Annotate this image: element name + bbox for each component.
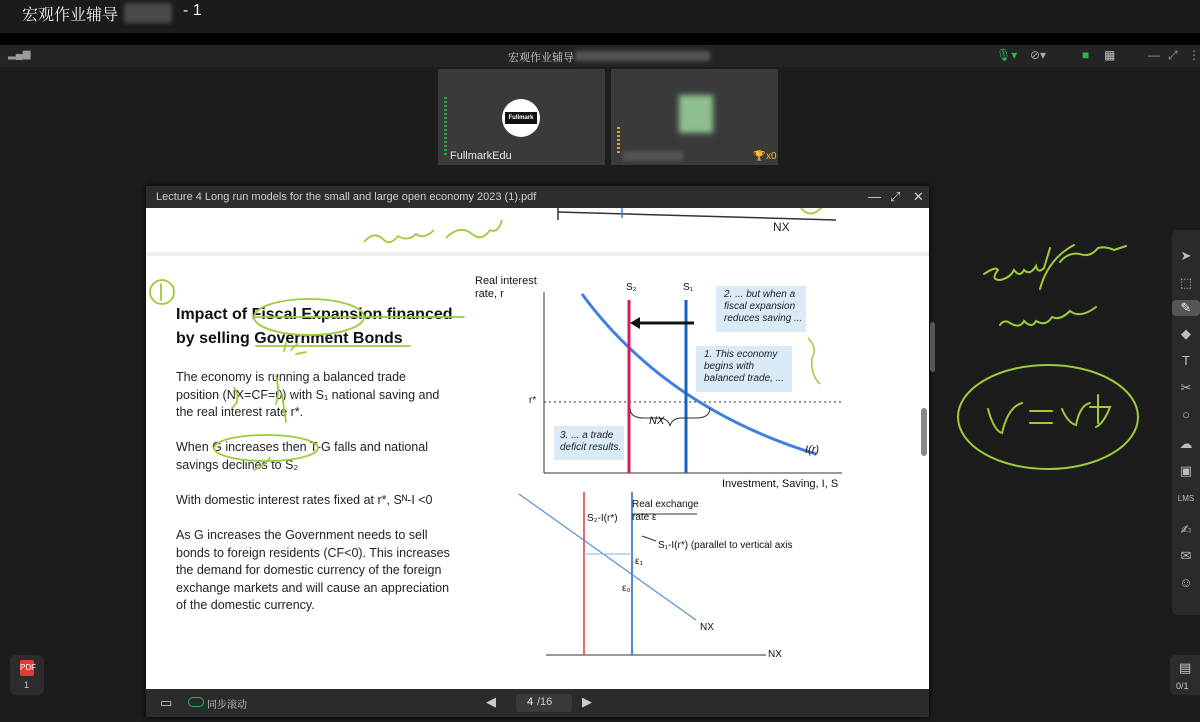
pdf-viewer-window[interactable] [146,186,929,717]
document-icon: ▤ [1179,660,1192,675]
text-line: 1. This economy [704,349,778,360]
prev-page-icon[interactable]: ◀ [486,694,496,709]
trophy-icon: 🏆 [753,151,766,162]
nx-axis-label: NX [768,649,782,660]
shape-icon[interactable]: ○ [1182,407,1190,422]
text-line: begins with [704,361,755,372]
bottom-chart-ylabel-1: Real exchange [632,499,699,510]
signal-icon: ▂▄▆ [8,49,31,60]
camera-off-icon[interactable]: ⊘▾ [1030,48,1047,62]
sync-scroll-label: 同步滚动 [207,700,247,711]
separator-band [0,33,1200,45]
slide-heading-line2: by selling Government Bonds [176,330,403,347]
bottom-chart-ylabel-2: rate ε [632,512,657,523]
text-line: balanced trade, ... [704,373,785,384]
prev-page-nx-label: NX [773,220,790,234]
pdf-icon: PDF [20,660,34,676]
text-line: With domestic interest rates fixed at r*, Sᴺ-I <0 [176,493,433,507]
text-line: of the domestic currency. [176,598,315,612]
members-icon[interactable]: ☺ [1179,575,1193,590]
ink-small [984,248,1050,280]
pdf-count-badge: 1 [24,680,30,690]
text-line: The economy is running a balanced trade [176,370,407,384]
text-line: savings declines to S₂ [176,457,299,472]
text-line: When G increases then T-G falls and national [176,440,428,454]
vertical-scrollbar[interactable] [921,408,927,456]
nx-gap-label: NX [649,415,665,427]
microphone-icon[interactable]: 🎙▾ [996,48,1018,62]
pdf-file-name: Lecture 4 Long run models for the small and large open economy 2023 (1).pdf [156,191,537,203]
participant-name: FullmarkEdu [450,150,512,162]
text-line: the real interest rate r*. [176,405,304,419]
text-line: position (NX=CF=0) with S₁ national saving and [176,387,440,402]
window-title: 宏观作业辅导 [22,5,119,24]
screen-share-icon[interactable]: ■ [1082,48,1090,62]
chat-icon[interactable]: ✉ [1180,548,1192,563]
exchange-rate-chart [146,208,929,689]
pdf-page[interactable] [146,208,929,689]
page-total: /16 [537,696,553,708]
nx-curve-label: NX [700,622,714,633]
pen-icon[interactable]: ✎ [1172,300,1200,316]
pointer-icon[interactable]: ➤ [1180,248,1192,263]
meeting-stage [0,67,1200,722]
top-chart-ylabel-1: Real interest [475,275,537,287]
whiteboard-page-counter[interactable] [1170,655,1200,695]
close-icon[interactable]: ✕ [913,189,924,204]
pdf-file-button[interactable] [10,655,44,695]
redacted-name [124,3,172,23]
text-line: deficit results. [560,442,622,453]
text-line: 2. ... but when a [724,289,796,300]
more-icon[interactable]: ⋮ [1188,48,1200,62]
text-line: 3. ... a trade [560,430,614,441]
rstar-label: r* [529,395,537,406]
text-line: fiscal expansion [724,301,796,312]
trophy-count: x0 [766,151,777,162]
ir-curve-label: I(r) [805,444,820,456]
edit-icon[interactable]: ✍ [1180,522,1192,537]
s1-label: S₁ [683,282,694,293]
annotation-toolbar [1172,230,1200,615]
window-titlebar [0,0,1200,33]
epsilon1-label: ε₁ [635,556,643,567]
fullscreen-icon[interactable]: ⤢ [1168,48,1178,62]
text-icon[interactable]: T [1182,353,1190,368]
stage-scrollbar[interactable] [930,322,935,372]
sync-toggle[interactable] [188,697,204,707]
minimize-icon[interactable]: — [1148,48,1160,62]
text-line: bonds to foreign residents (CF<0). This increases [176,545,450,560]
redacted-meeting-id [575,51,710,61]
minimize-icon[interactable]: — [868,189,881,204]
expand-icon[interactable]: ⤢ [890,189,901,204]
lms-label[interactable]: LMS [1177,494,1195,503]
cloud-icon[interactable]: ☁ [1179,436,1193,451]
sidebar-toggle-icon[interactable]: ▭ [160,695,173,710]
pdf-viewer-header [146,186,929,208]
text-line: As G increases the Government needs to sell [176,528,428,542]
s1-exchange-label: S₁-I(r*) (parallel to vertical axis [658,540,793,551]
toolbox-icon[interactable]: ▣ [1179,463,1193,478]
text-line: exchange markets and will cause an appreciation [176,580,450,595]
select-icon[interactable]: ⬚ [1179,275,1193,290]
eraser-icon[interactable]: ◆ [1181,326,1191,341]
epsilon0-label: ε₀ [622,583,631,594]
s2-exchange-label: S₂-I(r*) [587,513,618,524]
top-chart-ylabel-2: rate, r [475,288,504,300]
meeting-toolbar [0,45,1200,67]
window-title-suffix: - 1 [183,2,202,19]
pdf-viewer-footer [146,689,929,717]
s2-label: S₂ [626,282,637,293]
grid-layout-icon[interactable]: ▦ [1104,48,1116,62]
slide-heading-line1: Impact of Fiscal Expansion financed [176,306,453,323]
meeting-title: 宏观作业辅导 [508,51,574,64]
next-page-icon[interactable]: ▶ [582,694,592,709]
ink-circle [958,365,1138,469]
top-chart-xlabel: Investment, Saving, I, S [722,478,839,490]
fullmark-logo: Fullmark [505,112,537,124]
page-current[interactable]: 4 [527,696,534,708]
scissors-icon[interactable]: ✂ [1180,380,1192,395]
text-line: reduces saving ... [724,313,803,324]
text-line: the demand for domestic currency of the foreign [176,563,442,577]
page-counter-text: 0/1 [1176,681,1189,691]
